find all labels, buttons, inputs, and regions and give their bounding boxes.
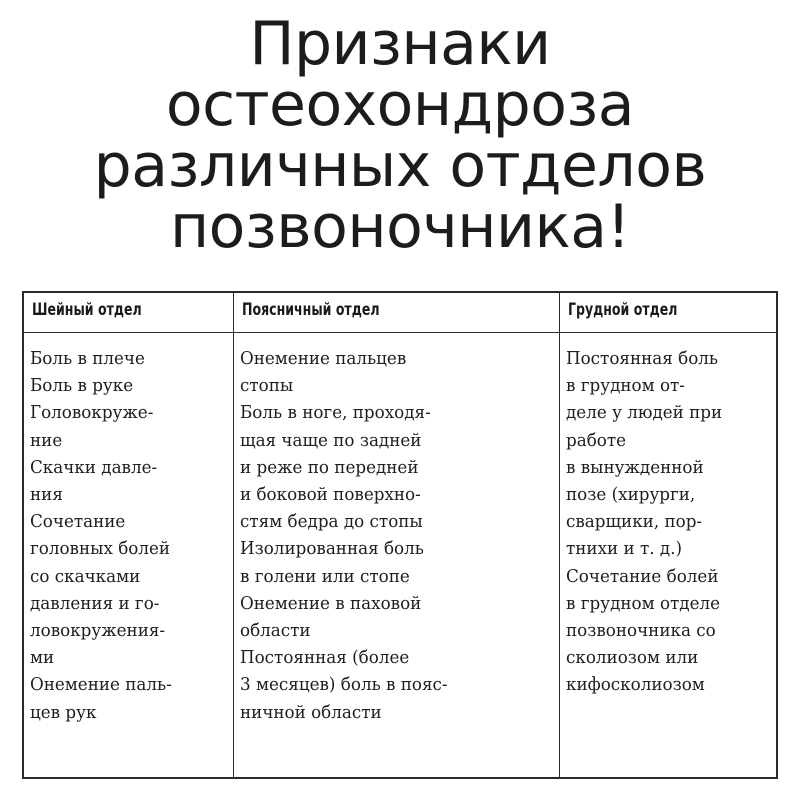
table-cell-line: [30, 590, 233, 617]
table-cell-text: в вынужденной: [566, 456, 704, 478]
column-header-text: Шейный отдел: [32, 300, 142, 320]
table-cell-text: Онемение в паховой: [240, 592, 422, 614]
column-header: [234, 293, 559, 333]
table-cell-line: [240, 617, 559, 644]
title-line: различных отделов: [93, 131, 707, 201]
column-lumbar: [234, 293, 560, 777]
table-cell-line: [30, 671, 233, 698]
table-cell-text: Головокруже-: [30, 402, 154, 424]
table-cell-text: ния: [30, 484, 63, 506]
table-cell-line: [566, 563, 776, 590]
table-cell-text: Боль в плече: [30, 348, 145, 369]
table-cell-text: щая чаще по задней: [240, 429, 422, 451]
table-cell-text: ми: [30, 647, 55, 669]
table-cell-text: Сочетание: [30, 511, 126, 533]
column-cells: [560, 333, 776, 699]
title-line: позвоночника!: [169, 192, 631, 262]
table-cell-text: Постоянная боль: [566, 348, 719, 369]
page-title: [0, 9, 800, 262]
table-cell-line: [240, 345, 559, 372]
table-cell-line: [566, 372, 776, 399]
table-cell-text: тнихи и т. д.): [566, 538, 683, 560]
table-cell-text: Боль в руке: [30, 375, 134, 397]
table-cell-line: [30, 481, 233, 508]
table-cell-line: [30, 644, 233, 671]
table-cell-text: Онемение пальцев: [240, 348, 407, 369]
table-cell-text: Скачки давле-: [30, 456, 158, 478]
table-cell-line: [30, 508, 233, 535]
table-cell-line: [566, 671, 776, 698]
table-cell-line: [30, 563, 233, 590]
table-cell-text: в голени или стопе: [240, 565, 410, 587]
table-cell-line: [566, 399, 776, 426]
table-cell-text: позвоночника со: [566, 620, 716, 642]
title-line: остеохондроза: [165, 70, 635, 140]
table-cell-line: [30, 399, 233, 426]
column-header: [24, 293, 233, 333]
table-cell-text: Онемение паль-: [30, 674, 172, 696]
table-cell-line: [240, 644, 559, 671]
table-cell-line: [566, 644, 776, 671]
column-cells: [234, 333, 559, 726]
table-cell-text: деле у людей при: [566, 402, 723, 424]
table-cell-line: [566, 427, 776, 454]
table-cell-line: [30, 372, 233, 399]
table-cell-line: [240, 454, 559, 481]
table-cell-line: [240, 481, 559, 508]
table-cell-text: в грудном от-: [566, 375, 685, 397]
table-cell-text: цев рук: [30, 701, 97, 723]
table-cell-line: [240, 372, 559, 399]
table-cell-line: [240, 427, 559, 454]
table-cell-text: Изолированная боль: [240, 538, 424, 560]
table-cell-line: [566, 345, 776, 372]
table-cell-text: позе (хирурги,: [566, 484, 696, 506]
column-cells: [24, 333, 233, 726]
table-cell-text: Сочетание болей: [566, 565, 719, 587]
table-cell-text: сколиозом или: [566, 647, 699, 669]
table-cell-text: сварщики, пор-: [566, 511, 703, 533]
table-cell-line: [30, 617, 233, 644]
table-cell-text: и боковой поверхно-: [240, 484, 421, 506]
table-cell-line: [30, 345, 233, 372]
table-cell-line: [566, 454, 776, 481]
table-cell-line: [240, 671, 559, 698]
table-cell-line: [30, 699, 233, 726]
table-cell-text: головных болей: [30, 538, 171, 560]
table-cell-text: ловокружения-: [30, 620, 166, 642]
table-cell-line: [30, 427, 233, 454]
table-cell-text: кифосколиозом: [566, 674, 705, 696]
table-cell-line: [240, 535, 559, 562]
table-cell-text: Боль в ноге, проходя-: [240, 402, 431, 424]
table-cell-line: [240, 590, 559, 617]
table-cell-line: [566, 590, 776, 617]
table-cell-line: [30, 535, 233, 562]
column-header-text: Поясничный отдел: [242, 300, 380, 320]
table-cell-text: стопы: [240, 375, 294, 397]
symptoms-table: [22, 291, 778, 779]
column-cervical: [24, 293, 234, 777]
table-cell-text: в грудном отделе: [566, 592, 721, 614]
table-cell-line: [566, 535, 776, 562]
column-header-text: Грудной отдел: [568, 300, 678, 320]
table-cell-line: [566, 508, 776, 535]
table-cell-text: Постоянная (более: [240, 647, 410, 669]
table-cell-line: [566, 481, 776, 508]
table-cell-text: со скачками: [30, 565, 141, 587]
table-cell-line: [240, 563, 559, 590]
column-thoracic: [560, 293, 776, 777]
table-cell-text: ничной области: [240, 701, 382, 723]
table-cell-text: работе: [566, 429, 627, 451]
column-header: [560, 293, 776, 333]
table-cell-line: [240, 399, 559, 426]
table-cell-line: [30, 454, 233, 481]
table-cell-line: [240, 508, 559, 535]
title-line: Признаки: [249, 9, 551, 79]
table-cell-text: давления и го-: [30, 592, 160, 614]
table-cell-text: ние: [30, 429, 63, 451]
table-cell-line: [240, 699, 559, 726]
table-cell-text: стям бедра до стопы: [240, 511, 423, 533]
table-cell-line: [566, 617, 776, 644]
table-cell-text: 3 месяцев) боль в пояс-: [240, 674, 448, 696]
table-cell-text: и реже по передней: [240, 456, 419, 478]
table-cell-text: области: [240, 620, 311, 642]
